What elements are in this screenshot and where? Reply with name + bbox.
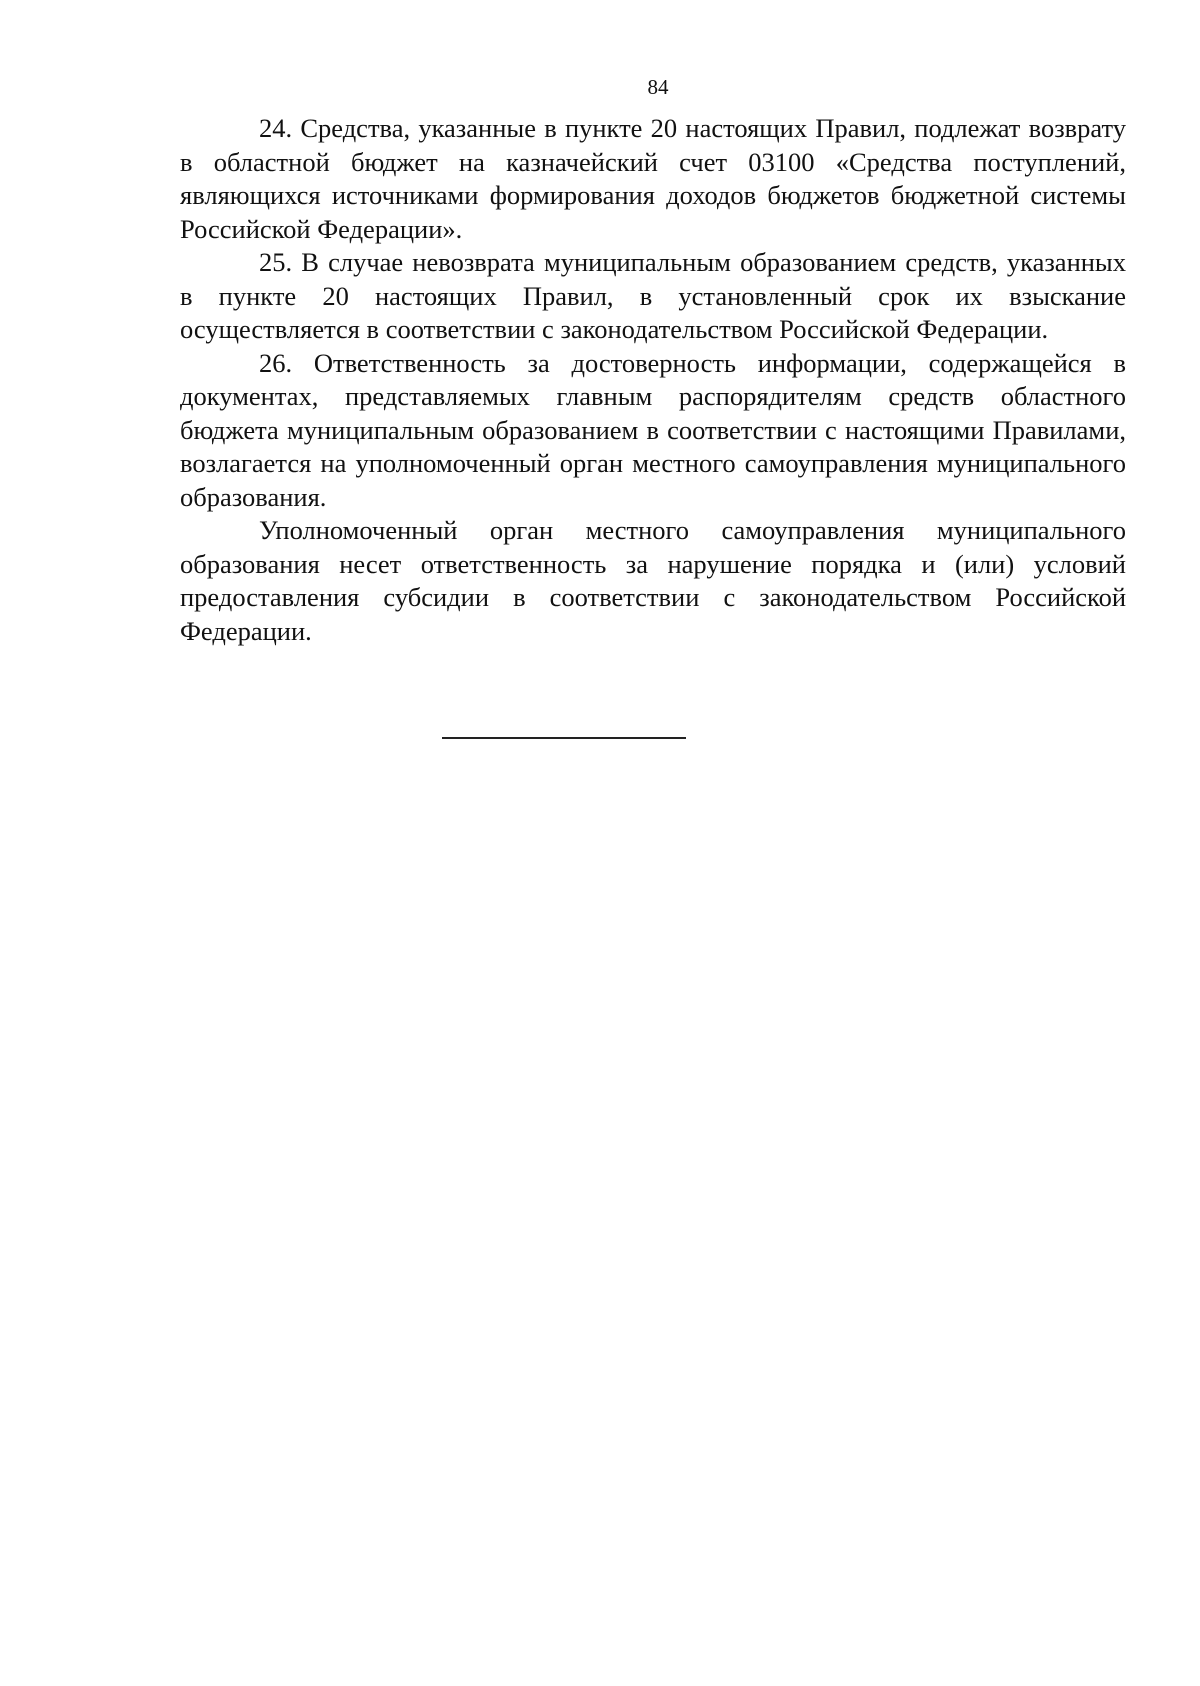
document-body bbox=[180, 112, 1126, 648]
page-number: 84 bbox=[647, 75, 669, 99]
end-separator-line bbox=[442, 737, 686, 739]
paragraph-26: 26. Ответственность за достоверность информации, содержащейся в документах, представляемых главным распорядителям средств областного бюджета муниципальным образованием в соответствии с настоящими Правилами, возлагается на уполномоченный орган местного самоуправления муниципального образования. bbox=[180, 347, 1126, 512]
paragraph-25: 25. В случае невозврата муниципальным образованием средств, указанных в пункте 20 настоящих Правил, в установленный срок их взыскание осуществляется в соответствии с законодательством Российской Федерации. bbox=[180, 247, 1126, 344]
paragraph-24: 24. Средства, указанные в пункте 20 настоящих Правил, подлежат возврату в областной бюджет на казначейский счет 03100 «Средства поступлений, являющихся источниками формирования доходов бюджетов бюджетной системы Российской Федерации». bbox=[180, 113, 1126, 244]
paragraph-responsibility: Уполномоченный орган местного самоуправления муниципального образования несет ответственность за нарушение порядка и (или) условий предоставления субсидии в соответствии с законодательством Российской Федерации. bbox=[180, 515, 1126, 646]
